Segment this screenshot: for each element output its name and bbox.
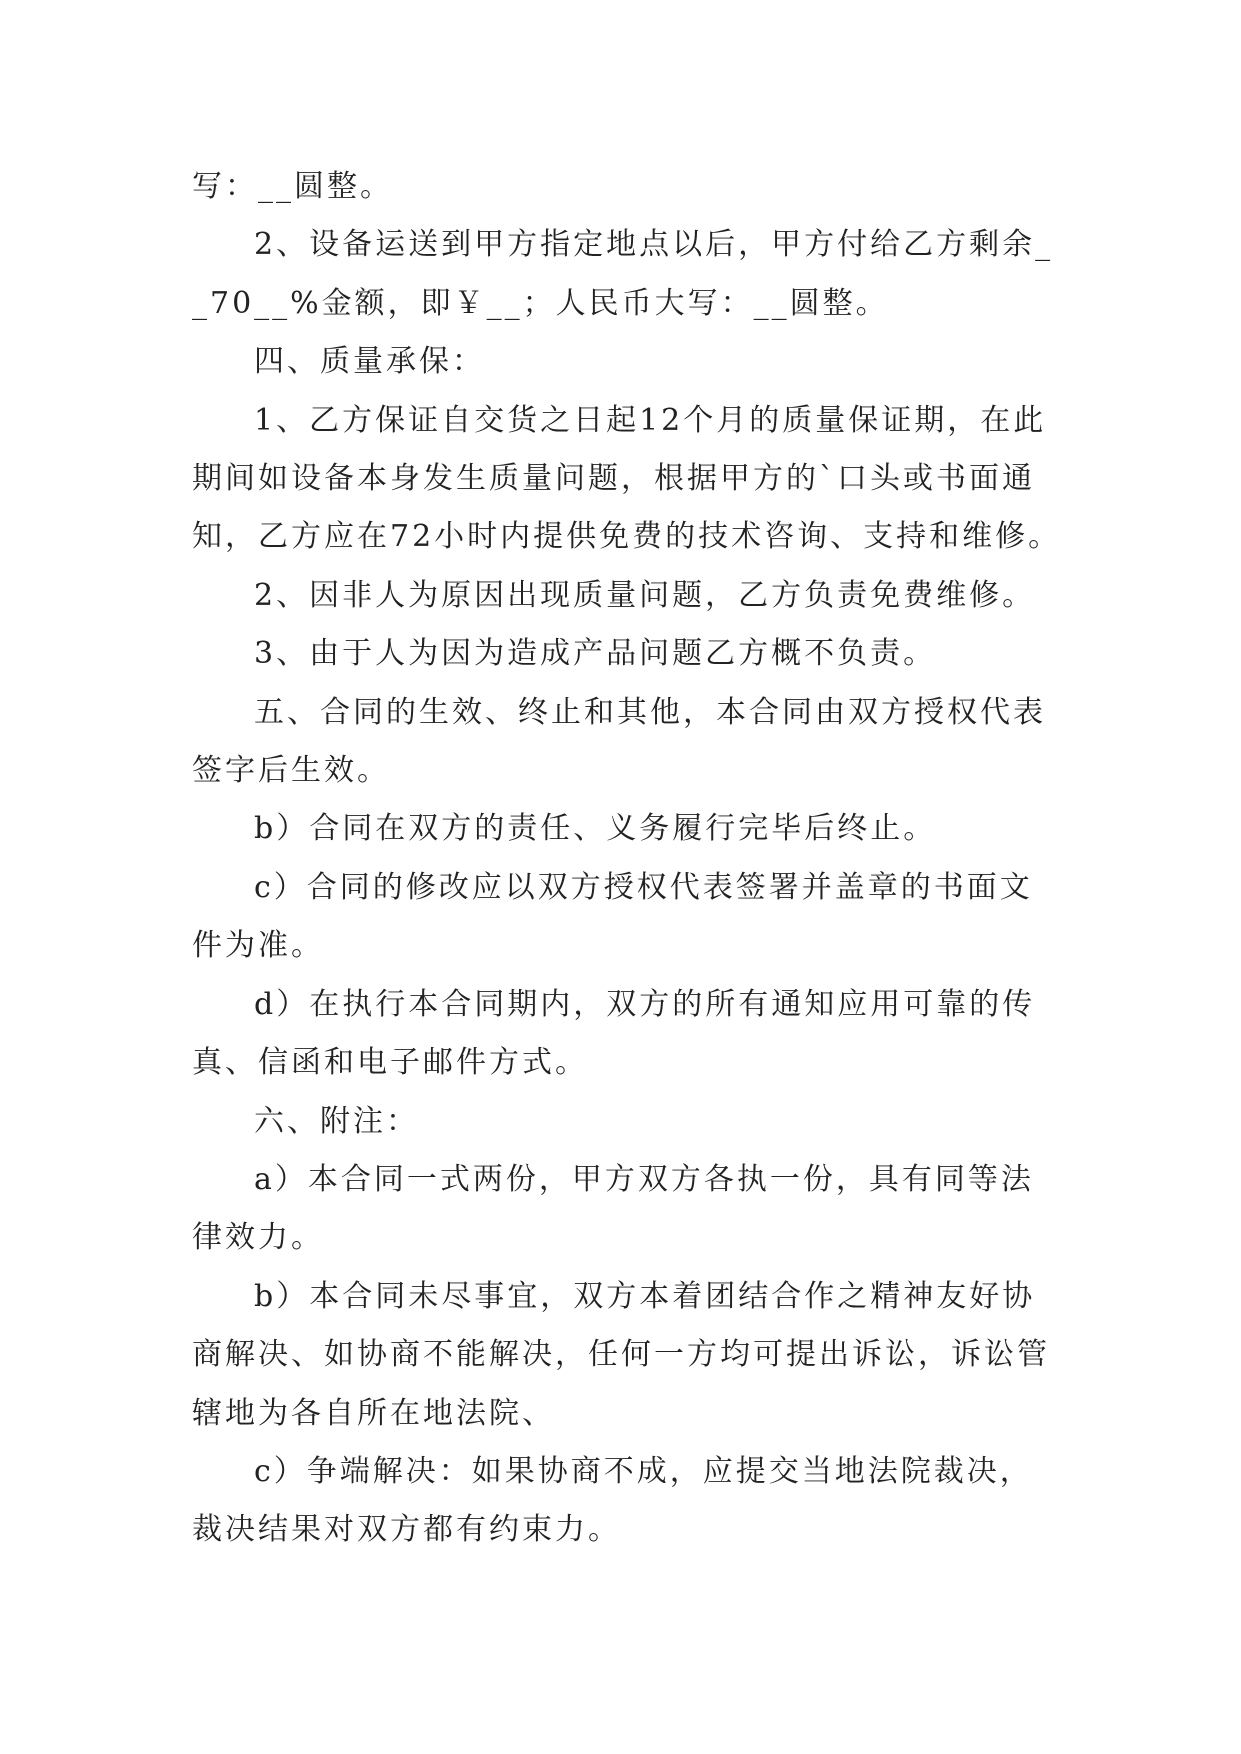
- paragraph-free-repair: 2、因非人为原因出现质量问题，乙方负责免费维修。: [254, 577, 1036, 613]
- section-heading-quality: 四、质量承保：: [254, 344, 485, 380]
- document-body: [192, 158, 1062, 1560]
- paragraph-modification: c）合同的修改应以双方授权代表签署并盖章的书面文件为准。: [192, 869, 1033, 964]
- paragraph-termination: b）合同在双方的责任、义务履行完毕后终止。: [254, 811, 937, 847]
- paragraph-payment-remaining: 2、设备运送到甲方指定地点以后，甲方付给乙方剩余__70__%金额，即￥__；人民币大写：__圆整。: [192, 227, 1054, 321]
- paragraph-unresolved-matters: b）本合同未尽事宜，双方本着团结合作之精神友好协商解决、如协商不能解决，任何一方均可提出诉讼，诉讼管辖地为各自所在地法院、: [192, 1278, 1050, 1431]
- section-heading-notes: 六、附注：: [254, 1103, 419, 1139]
- paragraph-dispute-resolution: c）争端解决：如果协商不成，应提交当地法院裁决，裁决结果对双方都有约束力。: [192, 1453, 1033, 1548]
- paragraph-notification: d）在执行本合同期内，双方的所有通知应用可靠的传真、信函和电子邮件方式。: [192, 986, 1036, 1081]
- section-heading-effect: 五、合同的生效、终止和其他，本合同由双方授权代表签字后生效。: [192, 694, 1046, 789]
- paragraph-warranty: 1、乙方保证自交货之日起12个月的质量保证期，在此期间如设备本身发生质量问题，根据甲方的`口头或书面通知，乙方应在72小时内提供免费的技术咨询、支持和维修。: [192, 402, 1062, 555]
- paragraph-continuation: 写：__圆整。: [192, 169, 393, 204]
- paragraph-human-fault: 3、由于人为因为造成产品问题乙方概不负责。: [254, 636, 937, 672]
- paragraph-copies: a）本合同一式两份，甲方双方各执一份，具有同等法律效力。: [192, 1161, 1034, 1256]
